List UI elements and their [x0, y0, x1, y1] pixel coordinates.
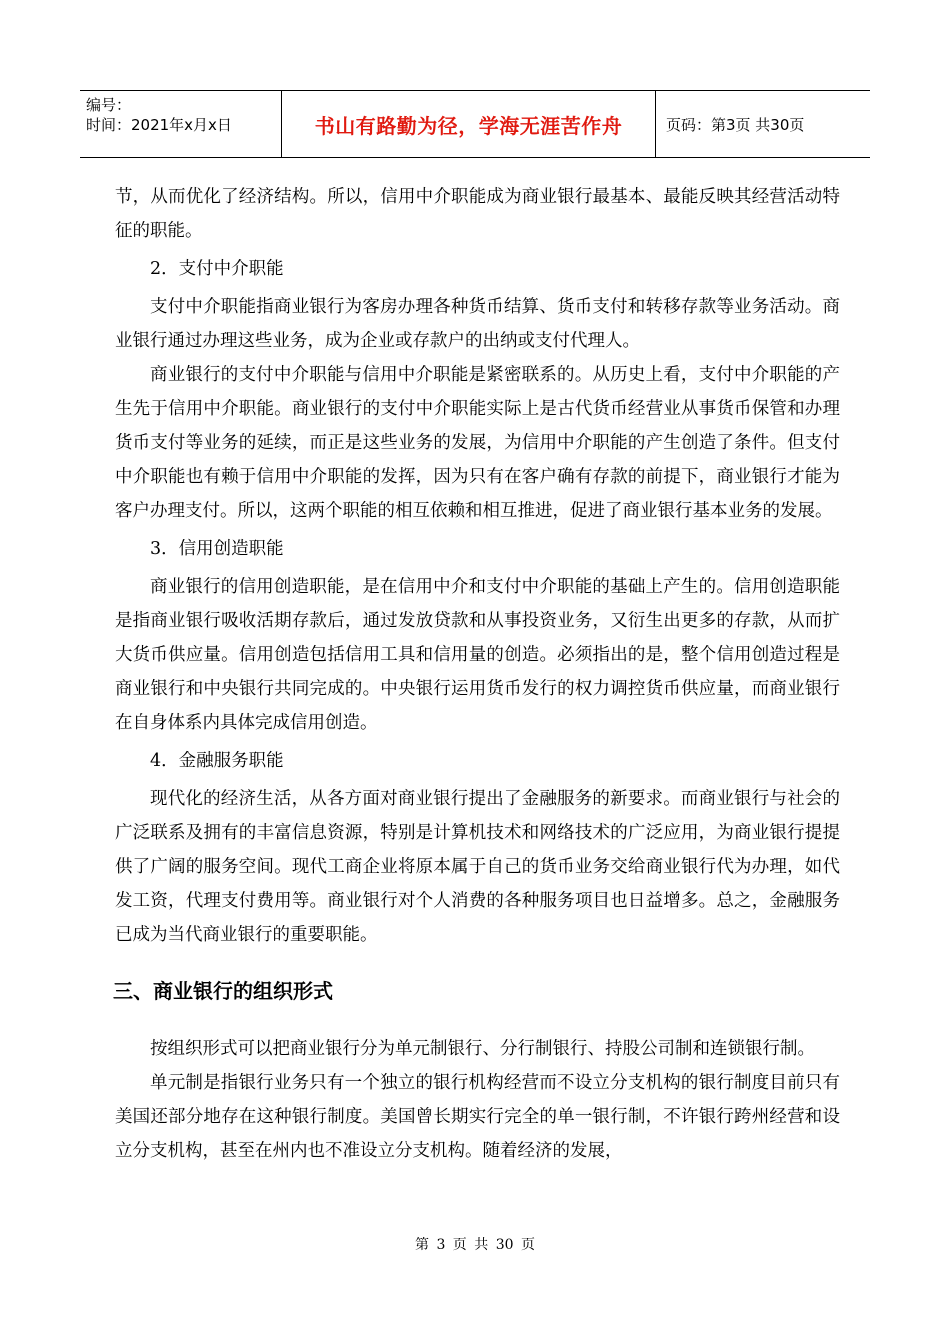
page-header [80, 90, 870, 158]
subsection-title: 3．信用创造职能 [150, 539, 284, 559]
paragraph: 商业银行的信用创造职能，是在信用中介和支付中介职能的基础上产生的。信用创造职能是指商业银行吸收活期存款后，通过发放贷款和从事投资业务，又衍生出更多的存款，从而扩大货币供应量。信用创造包括信用工具和信用量的创造。必须指出的是，整个信用创造过程是商业银行和中央银行共同完成的。中央银行运用货币发行的权力调控货币供应量，而商业银行在自身体系内具体完成信用创造。 [115, 577, 840, 733]
header-time: 时间：2021年x月x日 [86, 116, 232, 134]
subsection-title: 4．金融服务职能 [150, 751, 284, 771]
paragraph: 节，从而优化了经济结构。所以，信用中介职能成为商业银行最基本、最能反映其经营活动特征的职能。 [115, 187, 840, 241]
paragraph: 按组织形式可以把商业银行分为单元制银行、分行制银行、持股公司制和连锁银行制。 [150, 1039, 815, 1059]
header-page: 页码：第3页 共30页 [666, 115, 805, 134]
paragraph: 支付中介职能指商业银行为客房办理各种货币结算、货币支付和转移存款等业务活动。商业银行通过办理这些业务，成为企业或存款户的出纳或支付代理人。 [115, 297, 840, 351]
section-heading: 三、商业银行的组织形式 [113, 979, 333, 1003]
header-number: 编号： [86, 96, 132, 114]
subsection-title: 2．支付中介职能 [150, 259, 284, 279]
paragraph: 商业银行的支付中介职能与信用中介职能是紧密联系的。从历史上看，支付中介职能的产生先于信用中介职能。商业银行的支付中介职能实际上是古代货币经营业从事货币保管和办理货币支付等业务的延续，而正是这些业务的发展，为信用中介职能的产生创造了条件。但支付中介职能也有赖于信用中介职能的发挥，因为只有在客户确有存款的前提下，商业银行才能为客户办理支付。所以，这两个职能的相互依赖和相互推进，促进了商业银行基本业务的发展。 [115, 365, 840, 521]
page-footer: 第 3 页 共 30 页 [415, 1237, 535, 1253]
document-body [115, 180, 840, 1168]
header-motto: 书山有路勤为径，学海无涯苦作舟 [282, 91, 656, 157]
paragraph: 现代化的经济生活，从各方面对商业银行提出了金融服务的新要求。而商业银行与社会的广泛联系及拥有的丰富信息资源，特别是计算机技术和网络技术的广泛应用，为商业银行提提供了广阔的服务空间。现代工商企业将原本属于自己的货币业务交给商业银行代为办理，如代发工资，代理支付费用等。商业银行对个人消费的各种服务项目也日益增多。总之，金融服务已成为当代商业银行的重要职能。 [115, 789, 840, 945]
header-meta [80, 91, 282, 157]
paragraph: 单元制是指银行业务只有一个独立的银行机构经营而不设立分支机构的银行制度目前只有美国还部分地存在这种银行制度。美国曾长期实行完全的单一银行制，不许银行跨州经营和设立分支机构，甚至在州内也不准设立分支机构。随着经济的发展， [115, 1073, 840, 1161]
